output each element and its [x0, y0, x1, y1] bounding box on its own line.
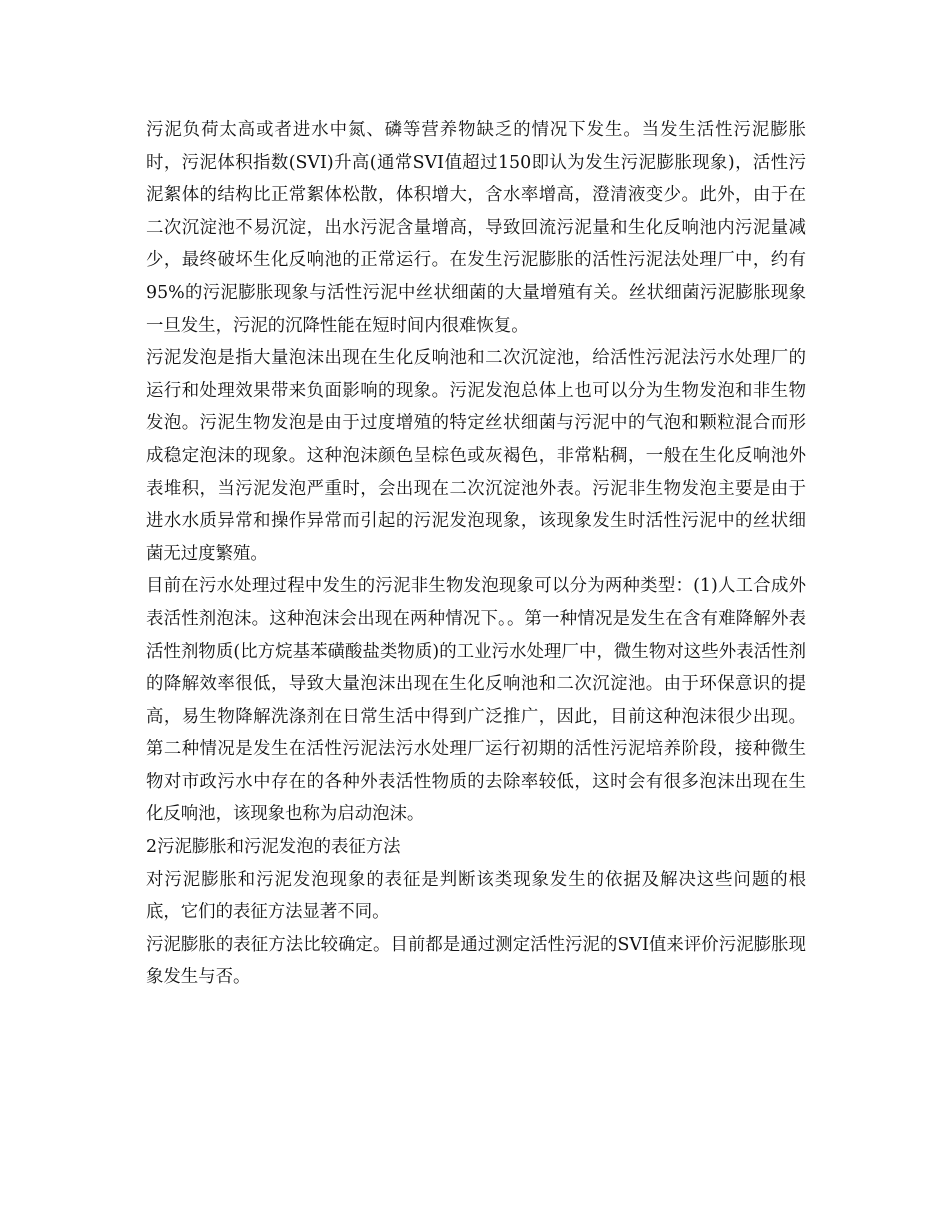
document-body — [146, 114, 806, 994]
paragraph-sludge-foaming: 污泥发泡是指大量泡沫出现在生化反响池和二次沉淀池，给活性污泥法污水处理厂的运行和处理效果带来负面影响的现象。污泥发泡总体上也可以分为生物发泡和非生物发泡。污泥生物发泡是由于过度增殖的特定丝状细菌与污泥中的气泡和颗粒混合而形成稳定泡沫的现象。这种泡沫颜色呈棕色或灰褐色，非常粘稠，一般在生化反响池外表堆积，当污泥发泡严重时，会出现在二次沉淀池外表。污泥非生物发泡主要是由于进水水质异常和操作异常而引起的污泥发泡现象，该现象发生时活性污泥中的丝状细菌无过度繁殖。 — [146, 348, 806, 564]
paragraph-bulking-characterization: 污泥膨胀的表征方法比较确定。目前都是通过测定活性污泥的SVI值来评价污泥膨胀现象发生与否。 — [146, 934, 806, 988]
paragraph-sludge-bulking: 污泥负荷太高或者进水中氮、磷等营养物缺乏的情况下发生。当发生活性污泥膨胀时，污泥体积指数(SVI)升高(通常SVI值超过150即认为发生污泥膨胀现象)，活性污泥絮体的结构比正常絮体松散，体积增大，含水率增高，澄清液变少。此外，由于在二次沉淀池不易沉淀，出水污泥含量增高，导致回流污泥量和生化反响池内污泥量减少，最终破坏生化反响池的正常运行。在发生污泥膨胀的活性污泥法处理厂中，约有95%的污泥膨胀现象与活性污泥中丝状细菌的大量增殖有关。丝状细菌污泥膨胀现象一旦发生，污泥的沉降性能在短时间内很难恢复。 — [146, 120, 806, 336]
paragraph-non-biological-foaming: 目前在污水处理过程中发生的污泥非生物发泡现象可以分为两种类型：(1)人工合成外表活性剂泡沫。这种泡沫会出现在两种情况下。。第一种情况是发生在含有难降解外表活性剂物质(比方烷基苯磺酸盐类物质)的工业污水处理厂中，微生物对这些外表活性剂的降解效率很低，导致大量泡沫出现在生化反响池和二次沉淀池。由于环保意识的提高，易生物降解洗涤剂在日常生活中得到广泛推广，因此，目前这种泡沫很少出现。第二种情况是发生在活性污泥法污水处理厂运行初期的活性污泥培养阶段，接种微生物对市政污水中存在的各种外表活性物质的去除率较低，这时会有很多泡沫出现在生化反响池，该现象也称为启动泡沫。 — [146, 576, 806, 825]
paragraph-characterization-intro: 对污泥膨胀和污泥发泡现象的表征是判断该类现象发生的依据及解决这些问题的根底，它们的表征方法显著不同。 — [146, 869, 806, 923]
section-heading-characterization: 2污泥膨胀和污泥发泡的表征方法 — [146, 837, 401, 858]
